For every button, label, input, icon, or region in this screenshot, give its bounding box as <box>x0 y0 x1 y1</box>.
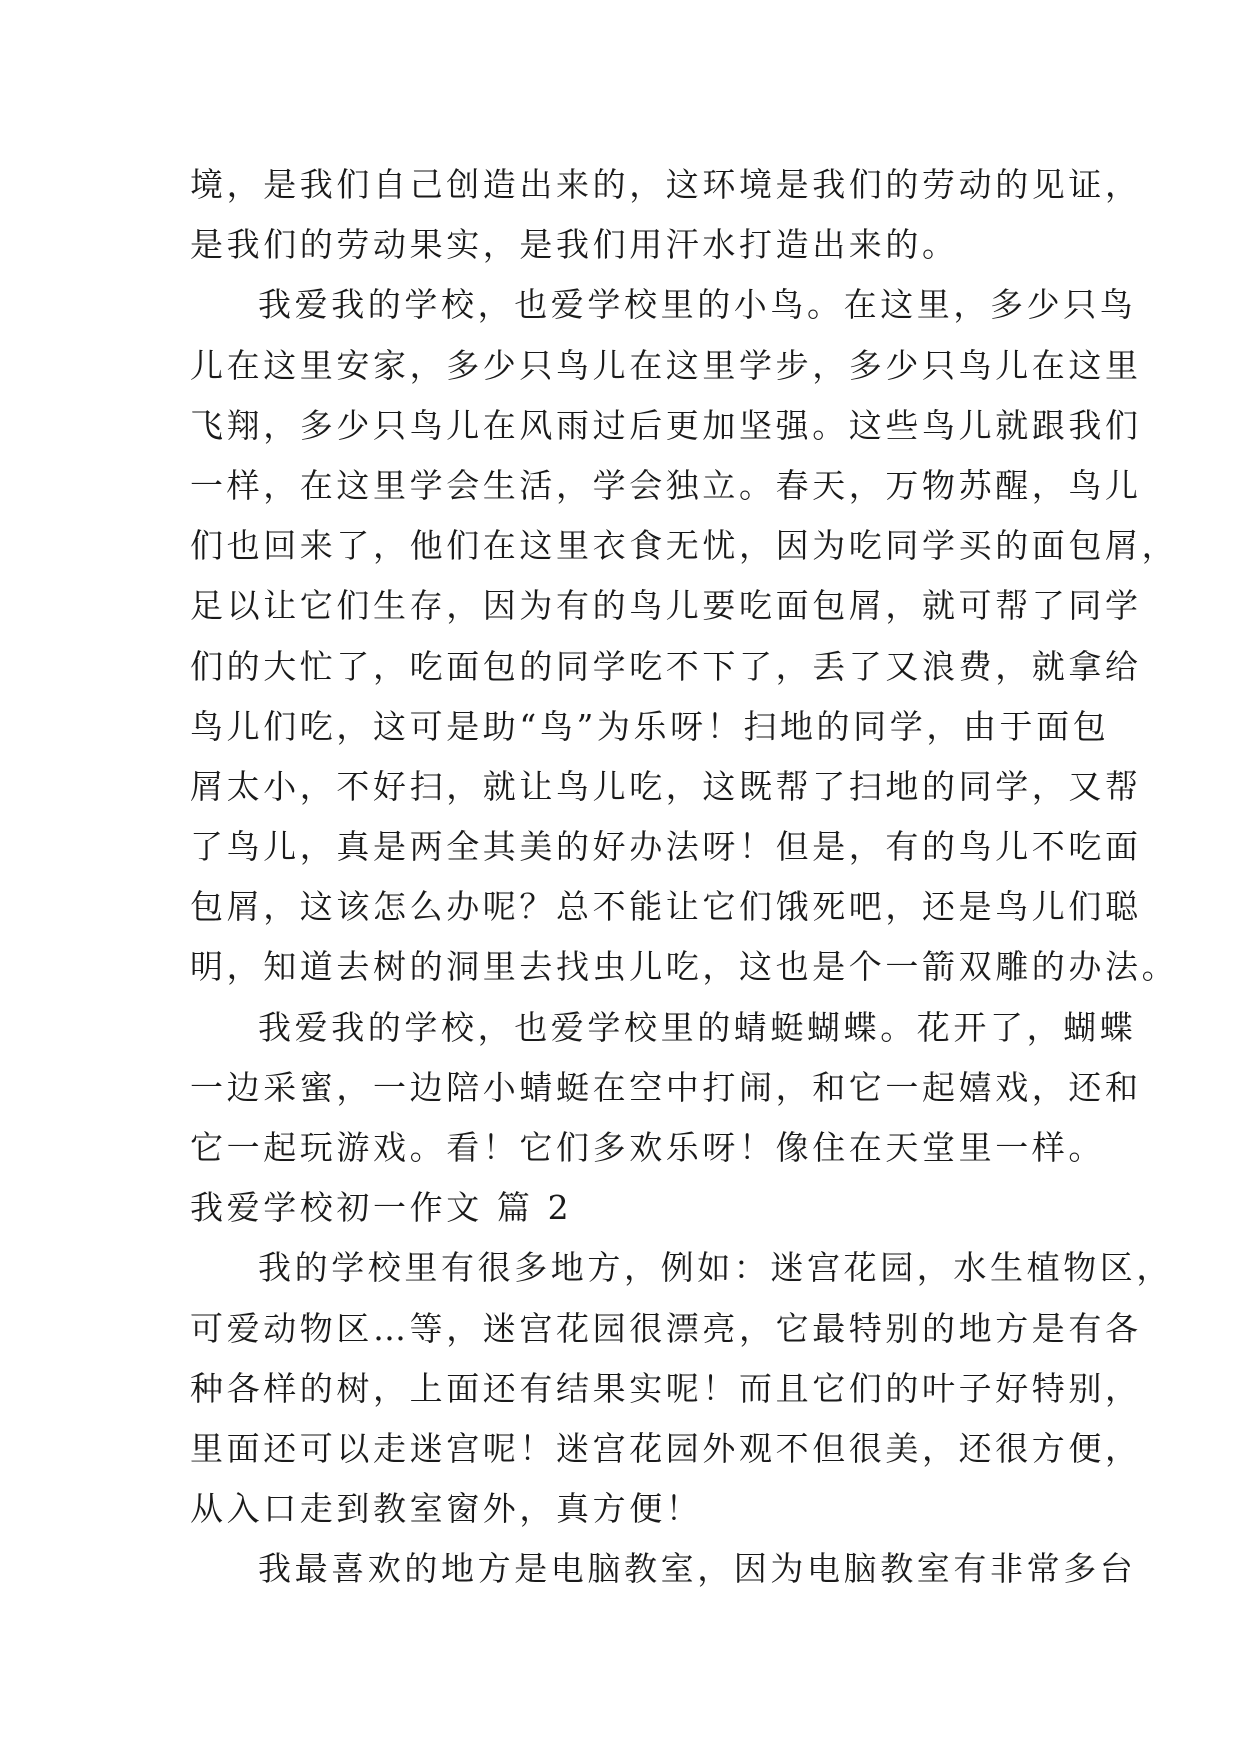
paragraph-start-line: 我爱我的学校，也爱学校里的小鸟。在这里，多少只鸟 <box>258 285 1137 325</box>
paragraph-start-line: 我的学校里有很多地方，例如：迷宫花园，水生植物区， <box>258 1248 1173 1288</box>
text-line: 一样，在这里学会生活，学会独立。春天，万物苏醒，鸟儿 <box>190 465 1142 505</box>
text-line: 可爱动物区…等，迷宫花园很漂亮，它最特别的地方是有各 <box>190 1308 1142 1348</box>
text-line: 从入口走到教室窗外，真方便！ <box>190 1489 703 1529</box>
text-line: 是我们的劳动果实，是我们用汗水打造出来的。 <box>190 225 959 265</box>
paragraph-start-line: 我爱我的学校，也爱学校里的蜻蜓蝴蝶。花开了，蝴蝶 <box>258 1007 1137 1047</box>
text-line: 里面还可以走迷宫呢！迷宫花园外观不但很美，还很方便， <box>190 1428 1142 1468</box>
text-line: 包屑，这该怎么办呢？总不能让它们饿死吧，还是鸟儿们聪 <box>190 887 1142 927</box>
text-line: 境，是我们自己创造出来的，这环境是我们的劳动的见证， <box>190 165 1142 204</box>
section-heading: 我爱学校初一作文 篇 2 <box>190 1188 573 1228</box>
paragraph-start-line: 我最喜欢的地方是电脑教室，因为电脑教室有非常多台 <box>258 1549 1137 1589</box>
text-line: 了鸟儿，真是两全其美的好办法呀！但是，有的鸟儿不吃面 <box>190 827 1142 867</box>
text-line: 鸟儿们吃，这可是助“鸟”为乐呀！扫地的同学，由于面包 <box>190 706 1110 746</box>
text-line: 飞翔，多少只鸟儿在风雨过后更加坚强。这些鸟儿就跟我们 <box>190 405 1142 445</box>
essay-body <box>190 155 1179 1600</box>
text-line: 一边采蜜，一边陪小蜻蜓在空中打闹，和它一起嬉戏，还和 <box>190 1067 1142 1107</box>
text-line: 明，知道去树的洞里去找虫儿吃，这也是个一箭双雕的办法。 <box>190 947 1179 987</box>
text-line: 足以让它们生存，因为有的鸟儿要吃面包屑，就可帮了同学 <box>190 586 1142 626</box>
text-line: 它一起玩游戏。看！它们多欢乐呀！像住在天堂里一样。 <box>190 1128 1105 1167</box>
text-line: 们的大忙了，吃面包的同学吃不下了，丢了又浪费，就拿给 <box>190 646 1142 686</box>
text-line: 屑太小，不好扫，就让鸟儿吃，这既帮了扫地的同学，又帮 <box>190 766 1142 806</box>
text-line: 种各样的树，上面还有结果实呢！而且它们的叶子好特别， <box>190 1368 1142 1408</box>
text-line: 儿在这里安家，多少只鸟儿在这里学步，多少只鸟儿在这里 <box>190 345 1142 385</box>
text-line: 们也回来了，他们在这里衣食无忧，因为吃同学买的面包屑， <box>190 526 1179 566</box>
